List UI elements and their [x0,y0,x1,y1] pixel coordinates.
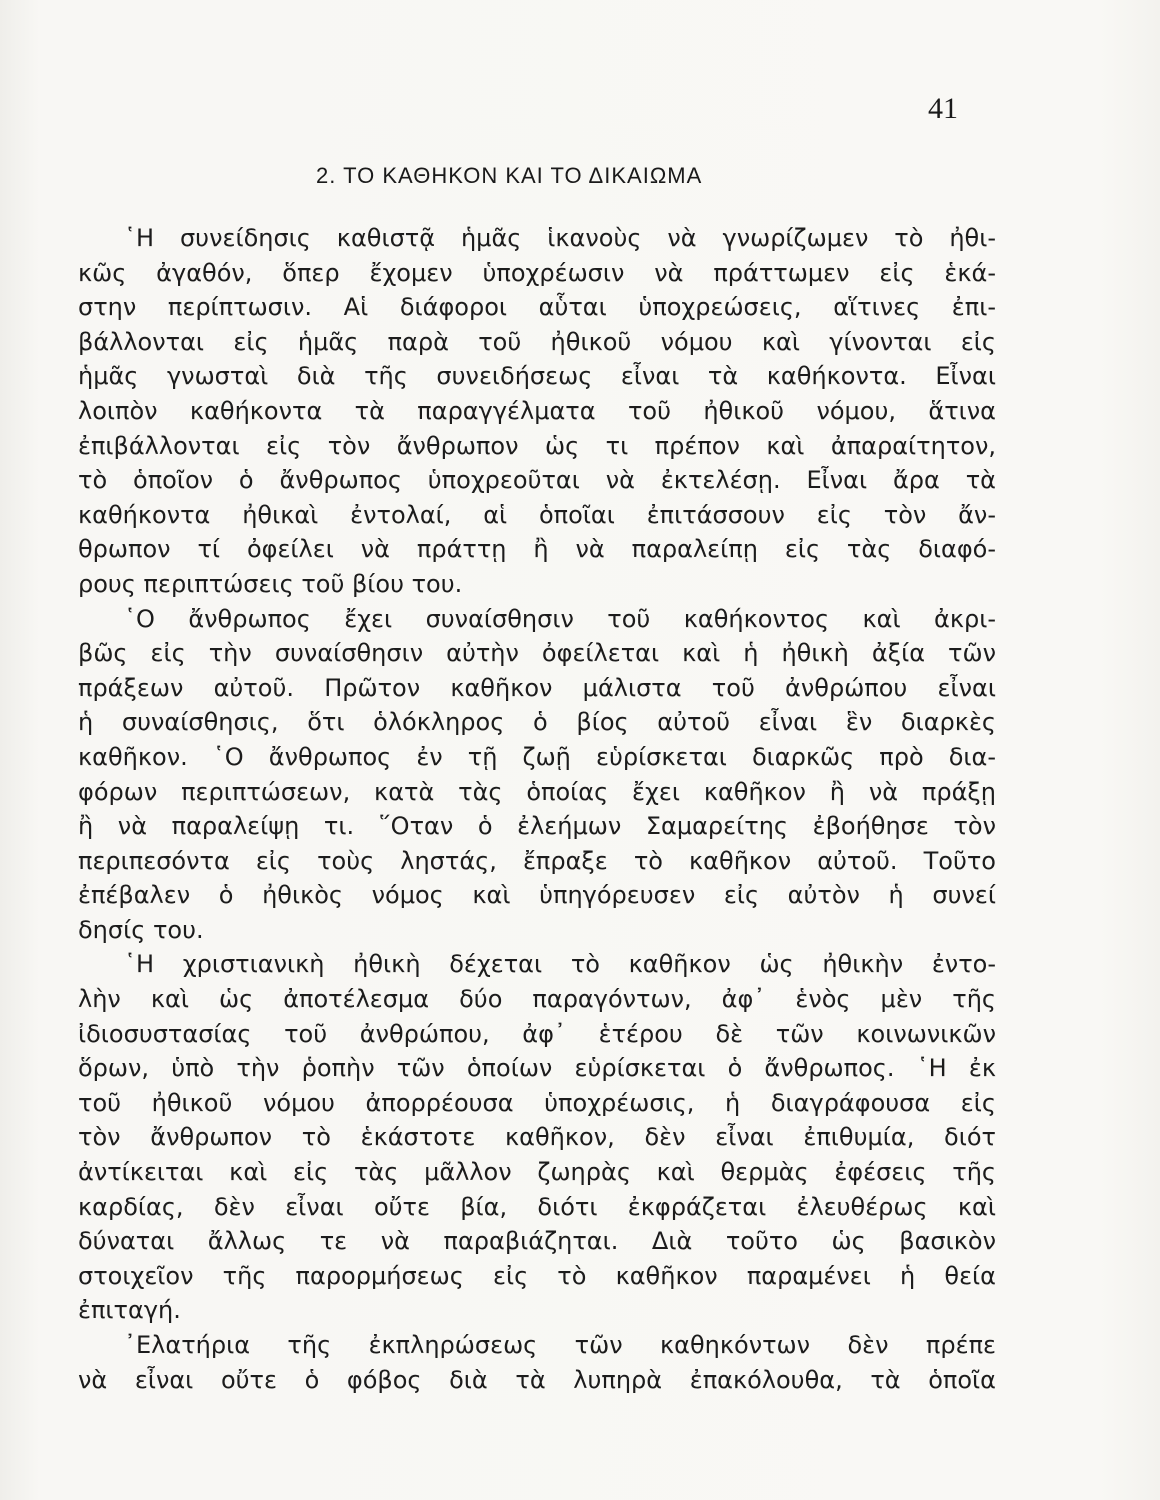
body-text [78,221,996,1397]
text-line: ἐπιβάλλονται εἰς τὸν ἄνθρωπον ὡς τι πρέπον καὶ ἀπαραίτητον, [78,431,996,460]
text-line: ῾Η χριστιανικὴ ἠθικὴ δέχεται τὸ καθῆκον ὡς ἠθικὴν ἐντο- [124,950,996,979]
text-line: ἢ νὰ παραλείψῃ τι. ῞Οταν ὁ ἐλεήμων Σαμαρείτης ἐβοήθησε τὸν [78,812,996,841]
text-line: πράξεων αὐτοῦ. Πρῶτον καθῆκον μάλιστα τοῦ ἀνθρώπου εἶναι [78,673,996,702]
text-line: λὴν καὶ ὡς ἀποτέλεσμα δύο παραγόντων, ἀφ᾽ ἑνὸς μὲν τῆς [78,985,996,1014]
text-line: τὸν ἄνθρωπον τὸ ἑκάστοτε καθῆκον, δὲν εἶναι ἐπιθυμία, διότ [78,1123,996,1152]
text-line: τὸ ὁποῖον ὁ ἄνθρωπος ὑποχρεοῦται νὰ ἐκτελέσῃ. Εἶναι ἄρα τὰ [78,466,996,495]
text-line: ἐπέβαλεν ὁ ἠθικὸς νόμος καὶ ὑπηγόρευσεν εἰς αὐτὸν ἡ συνεί [78,881,996,910]
text-line: κῶς ἀγαθόν, ὅπερ ἔχομεν ὑποχρέωσιν νὰ πράττωμεν εἰς ἑκά- [78,258,996,287]
page-number: 41 [928,92,958,125]
text-line: δησίς του. [78,915,204,944]
text-line: ῾Η συνείδησις καθιστᾷ ἡμᾶς ἱκανοὺς νὰ γνωρίζωμεν τὸ ἠθι- [124,224,996,252]
text-line: ὅρων, ὑπὸ τὴν ῥοπὴν τῶν ὁποίων εὑρίσκεται ὁ ἄνθρωπος. ῾Η ἐκ [78,1054,996,1083]
text-line: ἡμᾶς γνωσταὶ διὰ τῆς συνειδήσεως εἶναι τὰ καθήκοντα. Εἶναι [78,362,996,391]
text-line: καθήκοντα ἠθικαὶ ἐντολαί, αἱ ὁποῖαι ἐπιτάσσουν εἰς τὸν ἄν- [78,500,996,529]
text-line: ᾽Ελατήρια τῆς ἐκπληρώσεως τῶν καθηκόντων δὲν πρέπε [124,1331,996,1359]
text-line: λοιπὸν καθήκοντα τὰ παραγγέλματα τοῦ ἠθικοῦ νόμου, ἅτινα [78,396,996,425]
text-line: τοῦ ἠθικοῦ νόμου ἀπορρέουσα ὑποχρέωσις, ἡ διαγράφουσα εἰς [78,1088,996,1117]
text-line: νὰ εἶναι οὔτε ὁ φόβος διὰ τὰ λυπηρὰ ἐπακόλουθα, τὰ ὁποῖα [78,1365,996,1394]
text-line: ἡ συναίσθησις, ὅτι ὁλόκληρος ὁ βίος αὐτοῦ εἶναι ἓν διαρκὲς [78,708,996,737]
text-line: στοιχεῖον τῆς παρορμήσεως εἰς τὸ καθῆκον παραμένει ἡ θεία [78,1261,996,1290]
text-line: δύναται ἄλλως τε νὰ παραβιάζηται. Διὰ τοῦτο ὡς βασικὸν [78,1227,996,1256]
text-line: ἀντίκειται καὶ εἰς τὰς μᾶλλον ζωηρὰς καὶ θερμὰς ἐφέσεις τῆς [78,1158,996,1187]
text-line: περιπεσόντα εἰς τοὺς ληστάς, ἔπραξε τὸ καθῆκον αὐτοῦ. Τοῦτο [78,846,996,875]
text-line: ἰδιοσυστασίας τοῦ ἀνθρώπου, ἀφ᾽ ἑτέρου δὲ τῶν κοινωνικῶν [78,1019,996,1048]
text-line: καρδίας, δὲν εἶναι οὔτε βία, διότι ἐκφράζεται ἐλευθέρως καὶ [78,1192,996,1221]
text-line: ρους περιπτώσεις τοῦ βίου του. [78,569,463,598]
text-line: ῾Ο ἄνθρωπος ἔχει συναίσθησιν τοῦ καθήκοντος καὶ ἀκρι- [124,604,996,633]
text-line: βάλλονται εἰς ἡμᾶς παρὰ τοῦ ἠθικοῦ νόμου καὶ γίνονται εἰς [78,327,996,356]
text-line: θρωπον τί ὀφείλει νὰ πράττῃ ἢ νὰ παραλείπῃ εἰς τὰς διαφό- [78,535,996,564]
text-line: φόρων περιπτώσεων, κατὰ τὰς ὁποίας ἔχει καθῆκον ἢ νὰ πράξῃ [78,777,996,806]
text-line: ἐπιταγή. [78,1296,181,1325]
text-line: στην περίπτωσιν. Αἱ διάφοροι αὗται ὑποχρεώσεις, αἵτινες ἐπι- [78,293,996,322]
section-title: 2. ΤΟ ΚΑΘΗΚΟΝ ΚΑΙ ΤΟ ΔΙΚΑΙΩΜΑ [316,163,703,188]
text-line: καθῆκον. ῾Ο ἄνθρωπος ἐν τῇ ζωῇ εὑρίσκεται διαρκῶς πρὸ δια- [78,742,996,771]
text-line: βῶς εἰς τὴν συναίσθησιν αὐτὴν ὀφείλεται καὶ ἡ ἠθικὴ ἀξία τῶν [78,639,996,668]
